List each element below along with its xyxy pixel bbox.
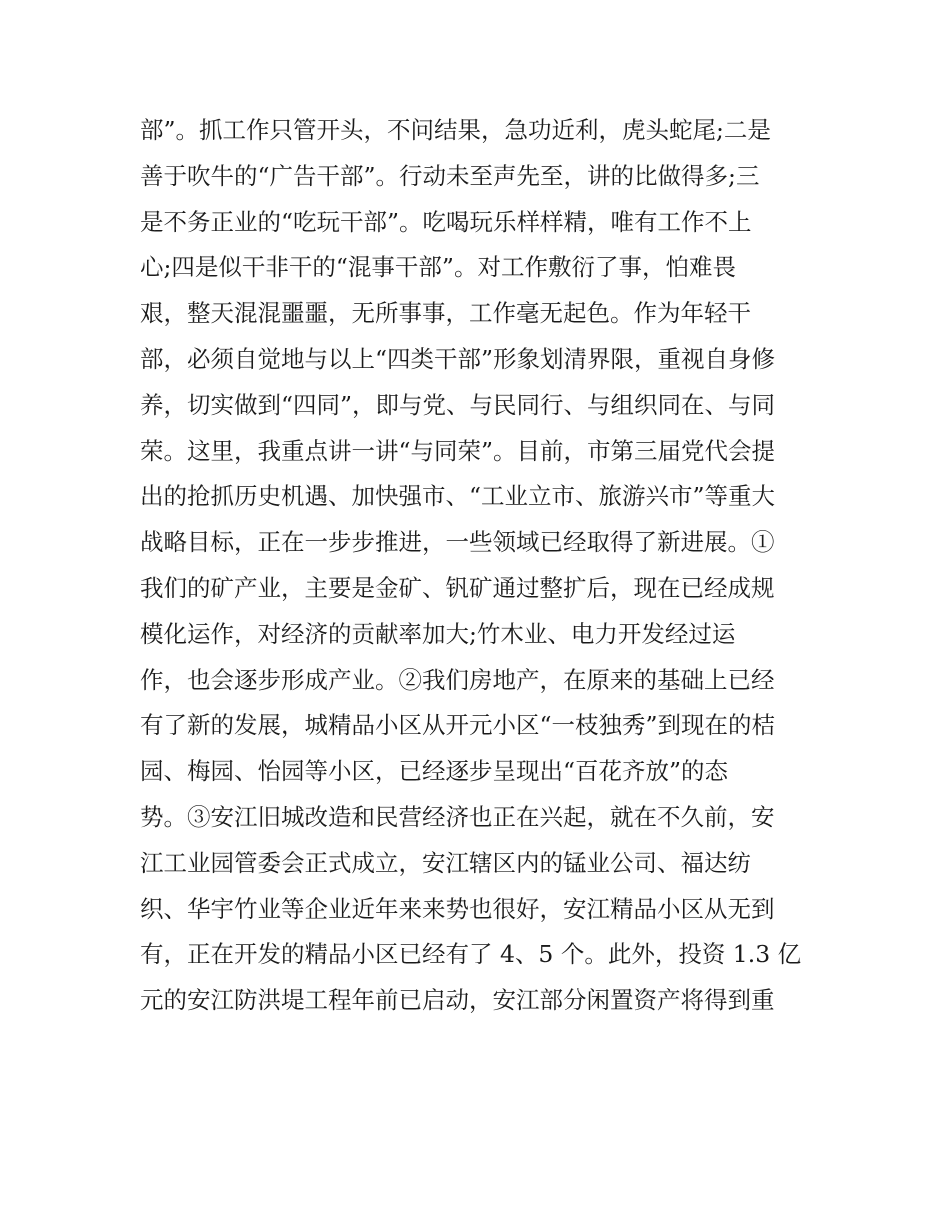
text-line: 是不务正业的“吃玩干部”。吃喝玩乐样样精，唯有工作不上	[140, 207, 752, 236]
text-line: 出的抢抓历史机遇、加快强市、“工业立市、旅游兴市”等重大	[140, 482, 776, 511]
text-line: 势。③安江旧城改造和民营经济也正在兴起，就在不久前，安	[140, 802, 775, 831]
text-line: 有，正在开发的精品小区已经有了 4、5 个。此外，投资 1.3 亿	[140, 940, 802, 969]
text-line: 园、梅园、怡园等小区，已经逐步呈现出“百花齐放”的态	[140, 757, 729, 786]
text-line: 荣。这里，我重点讲一讲“与同荣”。目前，市第三届党代会提	[140, 436, 776, 465]
text-line: 我们的矿产业，主要是金矿、钒矿通过整扩后，现在已经成规	[140, 573, 775, 602]
text-line: 善于吹牛的“广告干部”。行动未至声先至，讲的比做得多;三	[140, 161, 760, 190]
text-line: 有了新的发展，城精品小区从开元小区“一枝独秀”到现在的桔	[140, 711, 776, 740]
text-line: 养，切实做到“四同”，即与党、与民同行、与组织同在、与同	[140, 390, 776, 419]
text-line: 模化运作，对经济的贡献率加大;竹木业、电力开发经过运	[140, 619, 736, 648]
text-line: 部，必须自觉地与以上“四类干部”形象划清界限，重视自身修	[140, 344, 776, 373]
body-text	[140, 108, 830, 1024]
text-line: 元的安江防洪堤工程年前已启动，安江部分闲置资产将得到重	[140, 986, 775, 1015]
text-line: 部”。抓工作只管开头，不问结果，急功近利，虎头蛇尾;二是	[140, 116, 771, 144]
text-line: 心;四是似干非干的“混事干部”。对工作敷衍了事，怕难畏	[140, 253, 736, 282]
text-line: 江工业园管委会正式成立，安江辖区内的锰业公司、福达纺	[140, 848, 751, 877]
text-line: 战略目标，正在一步步推进，一些领域已经取得了新进展。①	[140, 528, 775, 557]
text-line: 艰，整天混混噩噩，无所事事，工作毫无起色。作为年轻干	[140, 299, 751, 328]
text-line: 织、华宇竹业等企业近年来来势也很好，安江精品小区从无到	[140, 894, 775, 923]
text-line: 作，也会逐步形成产业。②我们房地产，在原来的基础上已经	[140, 665, 775, 694]
